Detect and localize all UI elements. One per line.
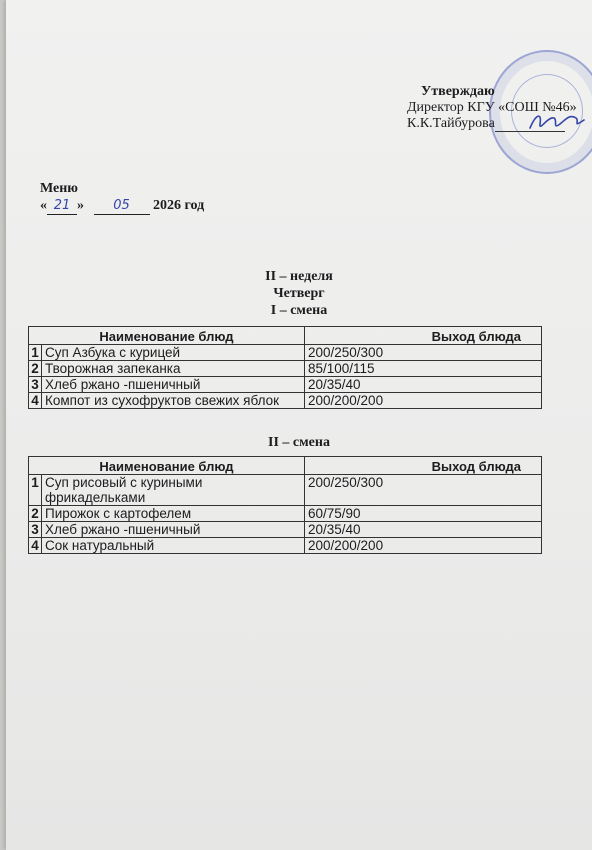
row-number: 4 [29, 538, 42, 554]
dish-name: Хлеб ржано -пшеничный [42, 377, 305, 393]
dish-name: Творожная запеканка [42, 361, 305, 377]
shift2-label: II – смена [268, 435, 330, 450]
approval-name: К.К.Тайбурова [407, 116, 495, 131]
day-value: 21 [53, 198, 71, 213]
menu-title: Меню [40, 181, 79, 196]
table-row [29, 361, 542, 377]
approval-title: Утверждаю [421, 84, 495, 99]
dish-name: Сок натуральный [42, 538, 305, 554]
approval-block [407, 84, 577, 132]
week-label: II – неделя [265, 269, 333, 284]
dish-output: 85/100/115 [305, 361, 542, 377]
dish-output: 200/250/300 [305, 475, 542, 506]
signature-line [495, 131, 565, 132]
table-row [29, 475, 542, 506]
row-number: 2 [29, 361, 42, 377]
shift2-block [6, 434, 592, 451]
table-row [29, 538, 542, 554]
dish-name: Суп рисовый с куриными фрикадельками [42, 475, 305, 506]
row-number: 3 [29, 522, 42, 538]
table-header-row [29, 327, 542, 345]
dish-output: 20/35/40 [305, 377, 542, 393]
shift1-label: I – смена [270, 303, 328, 318]
table-row [29, 522, 542, 538]
row-number: 2 [29, 506, 42, 522]
dish-name: Пирожок с картофелем [42, 506, 305, 522]
week-block [6, 268, 592, 319]
row-number: 1 [29, 475, 42, 506]
dish-name: Компот из сухофруктов свежих яблок [42, 393, 305, 409]
month-value: 05 [113, 198, 130, 213]
dish-output: 200/200/200 [305, 538, 542, 554]
row-number: 3 [29, 377, 42, 393]
day-field [47, 197, 77, 215]
approval-position: Директор КГУ «СОШ №46» [407, 100, 577, 115]
close-quote: » [77, 198, 84, 213]
header-dish-name: Наименование блюд [29, 457, 305, 475]
table-row [29, 377, 542, 393]
shift1-table [28, 326, 542, 409]
table-row [29, 393, 542, 409]
header-output: Выход блюда [305, 457, 542, 475]
table-row [29, 345, 542, 361]
open-quote: « [40, 198, 47, 213]
document-page [6, 0, 592, 850]
dish-output: 60/75/90 [305, 506, 542, 522]
dish-output: 200/250/300 [305, 345, 542, 361]
dish-name: Хлеб ржано -пшеничный [42, 522, 305, 538]
year-text: 2026 год [153, 198, 205, 213]
header-dish-name: Наименование блюд [29, 327, 305, 345]
month-field [94, 197, 150, 215]
shift2-table [28, 456, 542, 554]
weekday-label: Четверг [273, 286, 325, 301]
header-output: Выход блюда [305, 327, 542, 345]
table-row [29, 506, 542, 522]
row-number: 1 [29, 345, 42, 361]
table-header-row [29, 457, 542, 475]
dish-output: 20/35/40 [305, 522, 542, 538]
row-number: 4 [29, 393, 42, 409]
menu-header [40, 180, 204, 215]
dish-name: Суп Азбука с курицей [42, 345, 305, 361]
dish-output: 200/200/200 [305, 393, 542, 409]
